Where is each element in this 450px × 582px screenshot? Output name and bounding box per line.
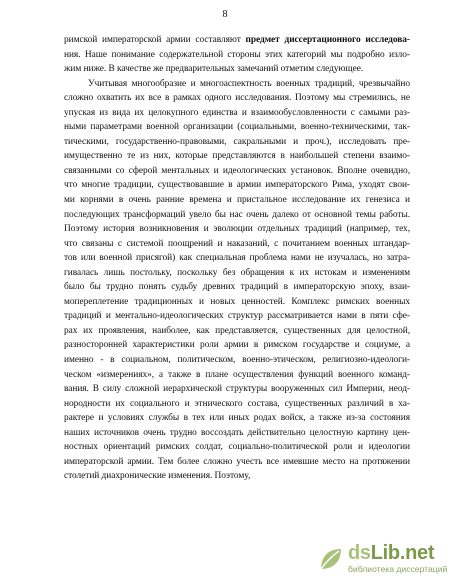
text-line: тическими, государственно-правовыми, сакральными и проч.), исследовать пре- [64, 136, 410, 147]
text-line: ческом «измерениях», а также в плане осуществления функций военного команд- [64, 369, 410, 380]
watermark-brand [348, 542, 434, 564]
text-line: нородности их социального и этнического состава, существенных различий в ха- [64, 398, 410, 409]
text-line: ными параметрами военной организации (социальными, военно-техническими, так- [64, 122, 410, 133]
text-line: было бы трудно понять судьбу древних традиций в императорскую эпоху, взаи- [64, 282, 410, 293]
text-line: имущественно те из них, которые представляются в наибольшей степени взаимо- [64, 151, 410, 162]
text-line [64, 33, 410, 48]
text-run: римской императорской армии составляют [64, 35, 246, 45]
text-line: последующих трансформаций увело бы нас очень далеко от основной темы работы. [64, 209, 410, 220]
watermark-brand-ds: ds [348, 542, 371, 564]
text-line: Поэтому история возникновения и эволюции отдельных традиций (например, тех, [64, 224, 410, 235]
text-line: ми корнями в очень ранние времена и пристальное исследование их генезиса и [64, 195, 410, 206]
text-line: упуская из вида их целокупного единства и взаимообусловленности с самыми раз- [64, 107, 410, 118]
document-body [64, 33, 410, 484]
leaf-icon [318, 546, 344, 572]
text-line: тов или военной присягой) как специальная проблема нами не изучалась, но затра- [64, 253, 410, 264]
text-line: вания. В силу сложной иерархической структуры вооруженных сил Империи, неод- [64, 384, 410, 395]
text-line: наших источников очень трудно воссоздать действительно целостную картину цен- [64, 427, 410, 438]
text-line: столетий диахронические изменения. Поэтому, [64, 471, 251, 482]
text-line: разносторонней характеристики роли армии в римском государстве и социуме, а [64, 340, 410, 351]
text-line: гивалась лишь постольку, поскольку без обращения к их истокам и изменениям [64, 267, 410, 278]
text-line: что связаны с системой поощрений и наказаний, с почитанием военных штандар- [64, 238, 410, 249]
text-line: жим ниже. В качестве же предварительных замечаний отметим следующее. [64, 64, 364, 75]
watermark-subtitle: библиотека диссертаций [348, 564, 448, 574]
text-line: ния. Наше понимание содержательной стороны этих категорий мы подробно изло- [64, 49, 410, 60]
text-line: ностных ориентаций римских солдат, социально-политической роли и идеологии [64, 442, 410, 453]
text-line: сложно охватить их все в рамках одного исследования. Поэтому мы стремились, не [64, 93, 410, 104]
text-line: рактере и условиях службы в тех или иных родах войск, а также из-за состояния [64, 413, 410, 424]
text-line: рах их проявления, наиболее, как представляется, существенных для целостной, [64, 325, 410, 336]
text-line: Учитывая многообразие и многоаспектность военных традиций, чрезвычайно [88, 78, 410, 89]
text-line: именно - в социальном, политическом, военно-этическом, религиозно-идеологи- [64, 355, 410, 366]
text-line: императорской армии. Тем более сложно учесть все имевшие место на протяжении [64, 456, 410, 467]
dslib-watermark [318, 542, 448, 578]
text-line: что многие традиции, существовавшие в армии императорского Рима, уходят свои- [64, 180, 410, 191]
bold-term: предмет диссертационного исследова- [245, 35, 410, 45]
text-line: мопереплетение традиционных и новых ценностей. Комплекс римских военных [64, 296, 410, 307]
watermark-brand-lib: Lib.net [370, 542, 435, 564]
text-line: традиций и ментально-идеологических структур рассматривается нами в пяти сфе- [64, 311, 410, 322]
text-line: связанными со сферой ментальных и идеологических установок. Вполне очевидно, [64, 165, 410, 176]
page-number: 8 [222, 9, 228, 20]
